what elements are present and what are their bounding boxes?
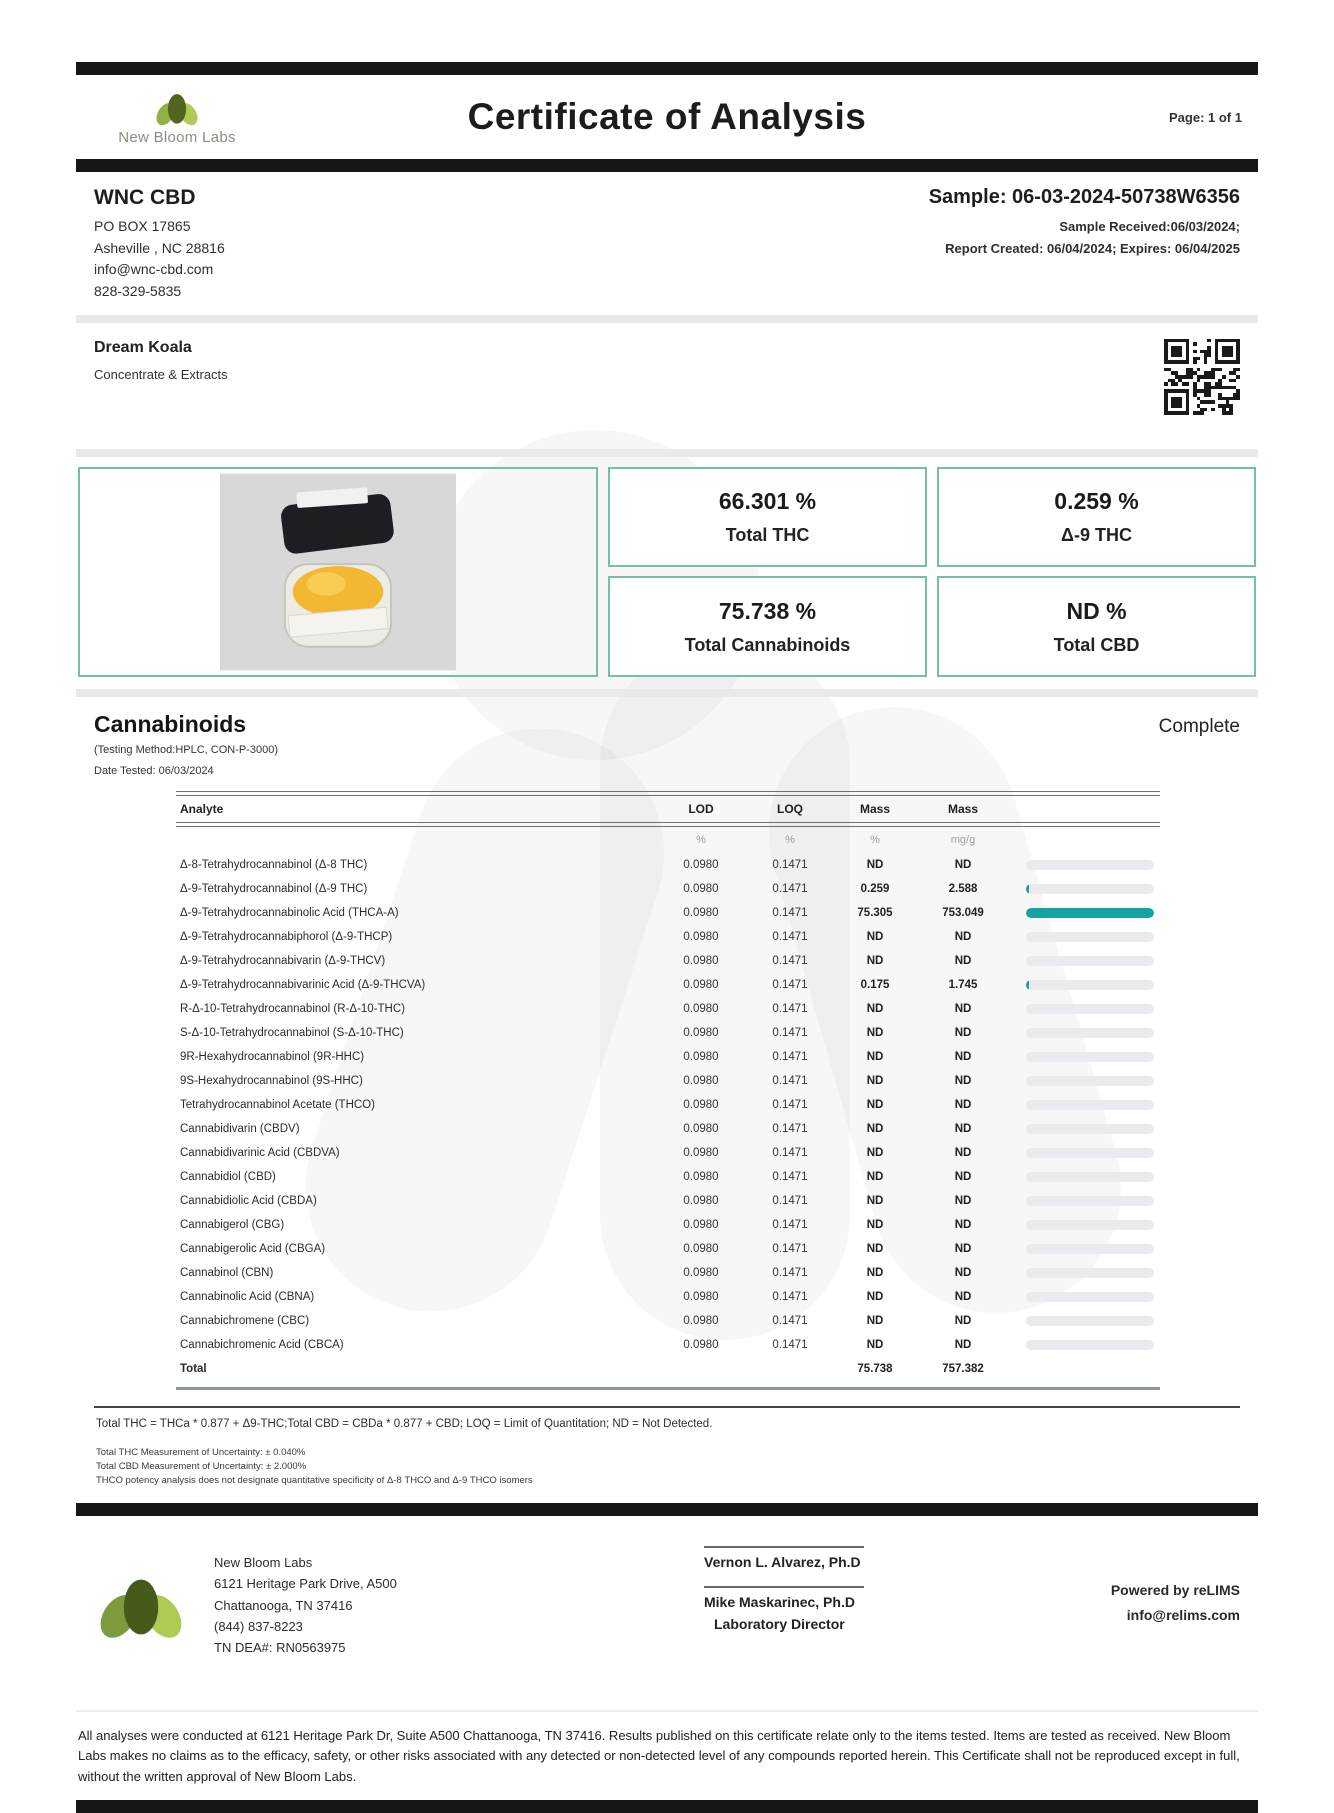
lod-value: 0.0980 bbox=[683, 858, 719, 871]
mass-bar-cell bbox=[1010, 1148, 1160, 1158]
mass-mgg-value: ND bbox=[954, 1170, 972, 1183]
bar-track bbox=[1026, 1220, 1154, 1230]
table-row bbox=[176, 1333, 1160, 1357]
mass-bar-cell bbox=[1010, 1052, 1160, 1062]
mass-pct-value: ND bbox=[866, 1098, 884, 1111]
status-complete: Complete bbox=[1158, 715, 1240, 737]
lod-value: 0.0980 bbox=[683, 1002, 719, 1015]
table-units-row: % % % mg/g bbox=[696, 833, 976, 846]
client-sample-section bbox=[76, 172, 1258, 315]
bar-fill bbox=[1026, 980, 1029, 990]
bar-track bbox=[1026, 1316, 1154, 1326]
loq-value: 0.1471 bbox=[772, 906, 808, 919]
mass-mgg-value: ND bbox=[954, 1074, 972, 1087]
page-title: Certificate of Analysis bbox=[467, 96, 867, 137]
mass-bar-cell bbox=[1010, 1292, 1160, 1302]
product-photo bbox=[220, 473, 456, 671]
product-category: Concentrate & Extracts bbox=[94, 366, 228, 382]
signature-block bbox=[704, 1586, 954, 1632]
signature-line bbox=[704, 1586, 864, 1588]
bar-track bbox=[1026, 884, 1154, 894]
bar-track bbox=[1026, 1172, 1154, 1182]
total-cbd-card bbox=[937, 576, 1256, 677]
loq-value: 0.1471 bbox=[772, 1194, 808, 1207]
mass-bar-cell bbox=[1010, 1268, 1160, 1278]
mass-bar-cell bbox=[1010, 860, 1160, 870]
loq-value: 0.1471 bbox=[772, 1122, 808, 1135]
delta9-thc-card bbox=[937, 467, 1256, 568]
mass-pct-value: ND bbox=[866, 1218, 884, 1231]
total-cannabinoids-value: 75.738 % bbox=[718, 597, 817, 624]
disclaimer-text: All analyses were conducted at 6121 Heritage Park Dr, Suite A500 Chattanooga, TN 37416. Results published on this certificate relate only to the items tested. Items are tested as received. New Bloom Labs makes no claims as to the efficacy, safety, or other risks associated with any detected or non-detected level of any compounds reported herein. This Certificate shall not be reproduced except in full, without the written approval of New Bloom Labs. bbox=[78, 1727, 1240, 1785]
product-section bbox=[76, 323, 1258, 449]
total-cannabinoids-card bbox=[608, 576, 927, 677]
col-mass-mgg: Mass bbox=[947, 801, 979, 816]
analyte-name: Δ-9-Tetrahydrocannabivarinic Acid (Δ-9-THCVA) bbox=[180, 978, 426, 991]
bar-track bbox=[1026, 1124, 1154, 1134]
analyte-name: Cannabigerol (CBG) bbox=[180, 1218, 285, 1231]
testing-method: (Testing Method:HPLC, CON-P-3000) bbox=[94, 743, 279, 756]
signer-name: Vernon L. Alvarez, Ph.D bbox=[704, 1553, 861, 1570]
mass-mgg-value: 1.745 bbox=[948, 978, 978, 991]
mass-bar-cell bbox=[1010, 1100, 1160, 1110]
lod-value: 0.0980 bbox=[683, 1314, 719, 1327]
table-row bbox=[176, 1021, 1160, 1045]
loq-value: 0.1471 bbox=[772, 1170, 808, 1183]
powered-by: Powered by reLIMS info@relims.com bbox=[1111, 1544, 1240, 1628]
total-thc-card bbox=[608, 467, 927, 568]
bar-track bbox=[1026, 1268, 1154, 1278]
mass-mgg-value: ND bbox=[954, 1098, 972, 1111]
loq-value: 0.1471 bbox=[772, 1050, 808, 1063]
loq-value: 0.1471 bbox=[772, 1338, 808, 1351]
analyte-name: Δ-9-Tetrahydrocannabivarin (Δ-9-THCV) bbox=[180, 954, 386, 967]
lod-value: 0.0980 bbox=[683, 1242, 719, 1255]
lod-value: 0.0980 bbox=[683, 930, 719, 943]
footer-section bbox=[76, 1516, 1258, 1704]
loq-value: 0.1471 bbox=[772, 930, 808, 943]
mass-pct-value: ND bbox=[866, 1002, 884, 1015]
table-row bbox=[176, 1285, 1160, 1309]
signature-line bbox=[704, 1546, 864, 1548]
analyte-name: Cannabichromene (CBC) bbox=[180, 1314, 310, 1327]
table-row bbox=[176, 997, 1160, 1021]
col-analyte: Analyte bbox=[180, 801, 224, 816]
mass-bar-cell bbox=[1010, 1196, 1160, 1206]
mass-bar-cell bbox=[1010, 1124, 1160, 1134]
relims-email: info@relims.com bbox=[1126, 1606, 1240, 1623]
loq-value: 0.1471 bbox=[772, 1218, 808, 1231]
bar-track bbox=[1026, 980, 1154, 990]
mass-pct-value: ND bbox=[866, 1170, 884, 1183]
mass-mgg-value: ND bbox=[954, 1338, 972, 1351]
bloom-leaf-icon-footer bbox=[94, 1570, 188, 1644]
cannabinoids-title: Cannabinoids bbox=[94, 710, 247, 737]
analyte-name: Δ-9-Tetrahydrocannabinolic Acid (THCA-A) bbox=[180, 906, 399, 919]
product-name: Dream Koala bbox=[94, 338, 192, 356]
analyte-name: Cannabinol (CBN) bbox=[180, 1266, 274, 1279]
lod-value: 0.0980 bbox=[683, 882, 719, 895]
table-row bbox=[176, 1165, 1160, 1189]
mass-mgg-value: ND bbox=[954, 954, 972, 967]
lod-value: 0.0980 bbox=[683, 1170, 719, 1183]
bar-fill bbox=[1026, 884, 1029, 894]
mass-mgg-value: 753.049 bbox=[942, 906, 984, 919]
mass-mgg-value: ND bbox=[954, 930, 972, 943]
lod-value: 0.0980 bbox=[683, 1050, 719, 1063]
bar-track bbox=[1026, 956, 1154, 966]
client-name: WNC CBD bbox=[94, 186, 196, 209]
client-phone: 828-329-5835 bbox=[94, 283, 182, 300]
table-row bbox=[176, 853, 1160, 877]
section-divider bbox=[76, 315, 1258, 323]
lod-value: 0.0980 bbox=[683, 1338, 719, 1351]
analyte-name: Cannabidivarinic Acid (CBDVA) bbox=[180, 1146, 340, 1159]
table-bottom-rule bbox=[176, 1387, 1160, 1390]
total-label: Total bbox=[180, 1362, 207, 1375]
mass-pct-value: ND bbox=[866, 1338, 884, 1351]
lod-value: 0.0980 bbox=[683, 1194, 719, 1207]
bar-track bbox=[1026, 860, 1154, 870]
signatures bbox=[704, 1544, 954, 1648]
loq-value: 0.1471 bbox=[772, 1290, 808, 1303]
table-body bbox=[176, 853, 1160, 1357]
sample-received: Sample Received:06/03/2024; bbox=[1059, 219, 1240, 234]
mass-mgg-value: ND bbox=[954, 1314, 972, 1327]
lod-value: 0.0980 bbox=[683, 1218, 719, 1231]
mass-pct-value: ND bbox=[866, 1242, 884, 1255]
col-lod: LOD bbox=[688, 801, 714, 816]
mass-pct-value: ND bbox=[866, 954, 884, 967]
summary-section bbox=[76, 457, 1258, 689]
uncertainty-notes: Total THC Measurement of Uncertainty: ± 0.040% Total CBD Measurement of Uncertainty: ± 2.000% THCO potency analysis does not designate quantitative specificity of Δ-8 THCO and Δ-9 THCO isomers bbox=[96, 1446, 533, 1487]
bloom-leaf-icon bbox=[151, 88, 203, 128]
mass-pct-value: ND bbox=[866, 1314, 884, 1327]
bar-track bbox=[1026, 1244, 1154, 1254]
qr-code bbox=[1164, 339, 1240, 415]
mass-pct-value: 0.175 bbox=[860, 978, 890, 991]
client-email: info@wnc-cbd.com bbox=[94, 261, 214, 278]
loq-value: 0.1471 bbox=[772, 1074, 808, 1087]
bar-track bbox=[1026, 1100, 1154, 1110]
signature-block bbox=[704, 1546, 954, 1570]
mass-mgg-value: ND bbox=[954, 1002, 972, 1015]
mass-bar-cell bbox=[1010, 1004, 1160, 1014]
loq-value: 0.1471 bbox=[772, 978, 808, 991]
bar-track bbox=[1026, 1076, 1154, 1086]
loq-value: 0.1471 bbox=[772, 1002, 808, 1015]
mass-pct-value: ND bbox=[866, 1290, 884, 1303]
bar-track bbox=[1026, 1196, 1154, 1206]
mass-mgg-value: ND bbox=[954, 1242, 972, 1255]
mass-pct-value: ND bbox=[866, 1266, 884, 1279]
mass-pct-value: ND bbox=[866, 1122, 884, 1135]
lod-value: 0.0980 bbox=[683, 1290, 719, 1303]
loq-value: 0.1471 bbox=[772, 1314, 808, 1327]
mass-mgg-value: 2.588 bbox=[948, 882, 978, 895]
table-row bbox=[176, 1069, 1160, 1093]
analyte-name: Cannabigerolic Acid (CBGA) bbox=[180, 1242, 326, 1255]
table-row bbox=[176, 949, 1160, 973]
analyte-name: Δ-9-Tetrahydrocannabiphorol (Δ-9-THCP) bbox=[180, 930, 393, 943]
mass-mgg-value: ND bbox=[954, 1194, 972, 1207]
bar-track bbox=[1026, 1340, 1154, 1350]
lod-value: 0.0980 bbox=[683, 1266, 719, 1279]
mass-pct-value: ND bbox=[866, 1146, 884, 1159]
lod-value: 0.0980 bbox=[683, 1122, 719, 1135]
analyte-name: 9S-Hexahydrocannabinol (9S-HHC) bbox=[180, 1074, 363, 1087]
footer-rule bbox=[76, 1503, 1258, 1516]
table-row bbox=[176, 1045, 1160, 1069]
lod-value: 0.0980 bbox=[683, 1098, 719, 1111]
analyte-name: Cannabidiolic Acid (CBDA) bbox=[180, 1194, 317, 1207]
section-divider bbox=[76, 449, 1258, 457]
sample-info bbox=[929, 186, 1240, 303]
mass-pct-value: 0.259 bbox=[860, 882, 890, 895]
total-cannabinoids-label: Total Cannabinoids bbox=[684, 634, 851, 655]
table-row bbox=[176, 1309, 1160, 1333]
mass-bar-cell bbox=[1010, 1172, 1160, 1182]
header-rule bbox=[76, 159, 1258, 172]
mass-mgg-value: ND bbox=[954, 1050, 972, 1063]
summary-cards bbox=[608, 467, 1256, 677]
table-row bbox=[176, 973, 1160, 997]
mass-bar-cell bbox=[1010, 884, 1160, 894]
mass-bar-cell bbox=[1010, 1220, 1160, 1230]
lod-value: 0.0980 bbox=[683, 978, 719, 991]
total-cbd-label: Total CBD bbox=[1053, 634, 1140, 655]
mass-bar-cell bbox=[1010, 908, 1160, 918]
lod-value: 0.0980 bbox=[683, 1146, 719, 1159]
client-address-line: PO BOX 17865 bbox=[94, 218, 191, 234]
table-row bbox=[176, 901, 1160, 925]
sample-id: Sample: 06-03-2024-50738W6356 bbox=[928, 186, 1240, 208]
mass-mgg-value: ND bbox=[954, 1026, 972, 1039]
mass-mgg-value: ND bbox=[954, 1266, 972, 1279]
signer-name: Mike Maskarinec, Ph.D bbox=[704, 1593, 855, 1610]
analyte-name: 9R-Hexahydrocannabinol (9R-HHC) bbox=[180, 1050, 365, 1063]
calculation-footnote: Total THC = THCa * 0.877 + Δ9-THC;Total CBD = CBDa * 0.877 + CBD; LOQ = Limit of Quantitation; ND = Not Detected. bbox=[96, 1417, 713, 1430]
table-row bbox=[176, 1213, 1160, 1237]
mass-bar-cell bbox=[1010, 980, 1160, 990]
header bbox=[76, 75, 1258, 159]
table-header-row bbox=[176, 796, 1160, 822]
product-photo-frame bbox=[78, 467, 598, 677]
lod-value: 0.0980 bbox=[683, 1026, 719, 1039]
bar-track bbox=[1026, 1052, 1154, 1062]
mass-pct-value: 75.305 bbox=[857, 906, 893, 919]
col-loq: LOQ bbox=[777, 801, 803, 816]
lab-address: New Bloom Labs 6121 Heritage Park Drive, A500 Chattanooga, TN 37416 (844) 837-8223 TN DEA#: RN0563975 bbox=[214, 1554, 397, 1656]
analyte-name: Δ-9-Tetrahydrocannabinol (Δ-9 THC) bbox=[180, 882, 368, 895]
bar-fill bbox=[1026, 908, 1154, 918]
date-tested: Date Tested: 06/03/2024 bbox=[94, 765, 214, 778]
bar-track bbox=[1026, 1004, 1154, 1014]
mass-pct-value: ND bbox=[866, 930, 884, 943]
mass-bar-cell bbox=[1010, 932, 1160, 942]
col-mass-pct: Mass bbox=[859, 801, 891, 816]
mass-pct-value: ND bbox=[866, 1194, 884, 1207]
table-row bbox=[176, 1261, 1160, 1285]
table-row bbox=[176, 1237, 1160, 1261]
bar-track bbox=[1026, 1292, 1154, 1302]
mass-mgg-value: ND bbox=[954, 1290, 972, 1303]
table-row bbox=[176, 1141, 1160, 1165]
mass-mgg-value: ND bbox=[954, 1146, 972, 1159]
mass-bar-cell bbox=[1010, 1316, 1160, 1326]
cannabinoids-section bbox=[76, 697, 1258, 1503]
analyte-name: S-Δ-10-Tetrahydrocannabinol (S-Δ-10-THC) bbox=[180, 1026, 404, 1039]
table-row bbox=[176, 1189, 1160, 1213]
lod-value: 0.0980 bbox=[683, 906, 719, 919]
bar-track bbox=[1026, 932, 1154, 942]
lab-logo-text: New Bloom Labs bbox=[118, 129, 236, 146]
mass-mgg-value: ND bbox=[954, 858, 972, 871]
mass-pct-value: ND bbox=[866, 1050, 884, 1063]
analyte-name: Cannabidivarin (CBDV) bbox=[180, 1122, 300, 1135]
mass-bar-cell bbox=[1010, 956, 1160, 966]
analyte-name: Cannabidiol (CBD) bbox=[180, 1170, 276, 1183]
mass-pct-value: ND bbox=[866, 1026, 884, 1039]
loq-value: 0.1471 bbox=[772, 1242, 808, 1255]
mass-bar-cell bbox=[1010, 1244, 1160, 1254]
lod-value: 0.0980 bbox=[683, 1074, 719, 1087]
total-thc-value: 66.301 % bbox=[718, 488, 817, 514]
mass-pct-value: ND bbox=[866, 858, 884, 871]
client-address-line: Asheville , NC 28816 bbox=[94, 239, 225, 256]
client-info bbox=[94, 186, 225, 303]
analyte-name: Cannabinolic Acid (CBNA) bbox=[180, 1290, 315, 1303]
mass-pct-value: ND bbox=[866, 1074, 884, 1087]
section-divider bbox=[76, 689, 1258, 697]
analyte-name: Cannabichromenic Acid (CBCA) bbox=[180, 1338, 344, 1351]
bar-track bbox=[1026, 908, 1154, 918]
top-rule bbox=[76, 62, 1258, 75]
analyte-name: R-Δ-10-Tetrahydrocannabinol (R-Δ-10-THC) bbox=[180, 1002, 405, 1015]
table-row bbox=[176, 925, 1160, 949]
delta9-thc-value: 0.259 % bbox=[1054, 488, 1139, 514]
loq-value: 0.1471 bbox=[772, 1146, 808, 1159]
table-row bbox=[176, 877, 1160, 901]
total-mass-pct: 75.738 bbox=[857, 1362, 893, 1375]
total-cbd-value: ND % bbox=[1066, 597, 1127, 624]
lod-value: 0.0980 bbox=[683, 954, 719, 967]
loq-value: 0.1471 bbox=[772, 954, 808, 967]
mass-bar-cell bbox=[1010, 1076, 1160, 1086]
mass-mgg-value: ND bbox=[954, 1122, 972, 1135]
loq-value: 0.1471 bbox=[772, 858, 808, 871]
mass-bar-cell bbox=[1010, 1340, 1160, 1350]
mass-mgg-value: ND bbox=[954, 1218, 972, 1231]
loq-value: 0.1471 bbox=[772, 1098, 808, 1111]
bar-track bbox=[1026, 1028, 1154, 1038]
lab-logo bbox=[92, 88, 262, 146]
table-row bbox=[176, 1117, 1160, 1141]
loq-value: 0.1471 bbox=[772, 882, 808, 895]
table-total-row bbox=[176, 1357, 1160, 1381]
report-created: Report Created: 06/04/2024; Expires: 06/04/2025 bbox=[945, 241, 1240, 257]
total-mass-mgg: 757.382 bbox=[942, 1362, 984, 1375]
page-number: Page: 1 of 1 bbox=[1169, 109, 1242, 125]
table-row bbox=[176, 1093, 1160, 1117]
analyte-name: Tetrahydrocannabinol Acetate (THCO) bbox=[180, 1098, 375, 1111]
cannabinoids-table bbox=[176, 791, 1160, 1390]
bar-track bbox=[1026, 1148, 1154, 1158]
product-info bbox=[94, 339, 228, 382]
signer-title: Laboratory Director bbox=[714, 1615, 845, 1632]
loq-value: 0.1471 bbox=[772, 1026, 808, 1039]
delta9-thc-label: Δ-9 THC bbox=[1061, 525, 1132, 545]
analyte-name: Δ-8-Tetrahydrocannabinol (Δ-8 THC) bbox=[180, 858, 368, 871]
loq-value: 0.1471 bbox=[772, 1266, 808, 1279]
bottom-rule bbox=[76, 1800, 1258, 1813]
total-thc-label: Total THC bbox=[725, 525, 810, 545]
mass-bar-cell bbox=[1010, 1028, 1160, 1038]
